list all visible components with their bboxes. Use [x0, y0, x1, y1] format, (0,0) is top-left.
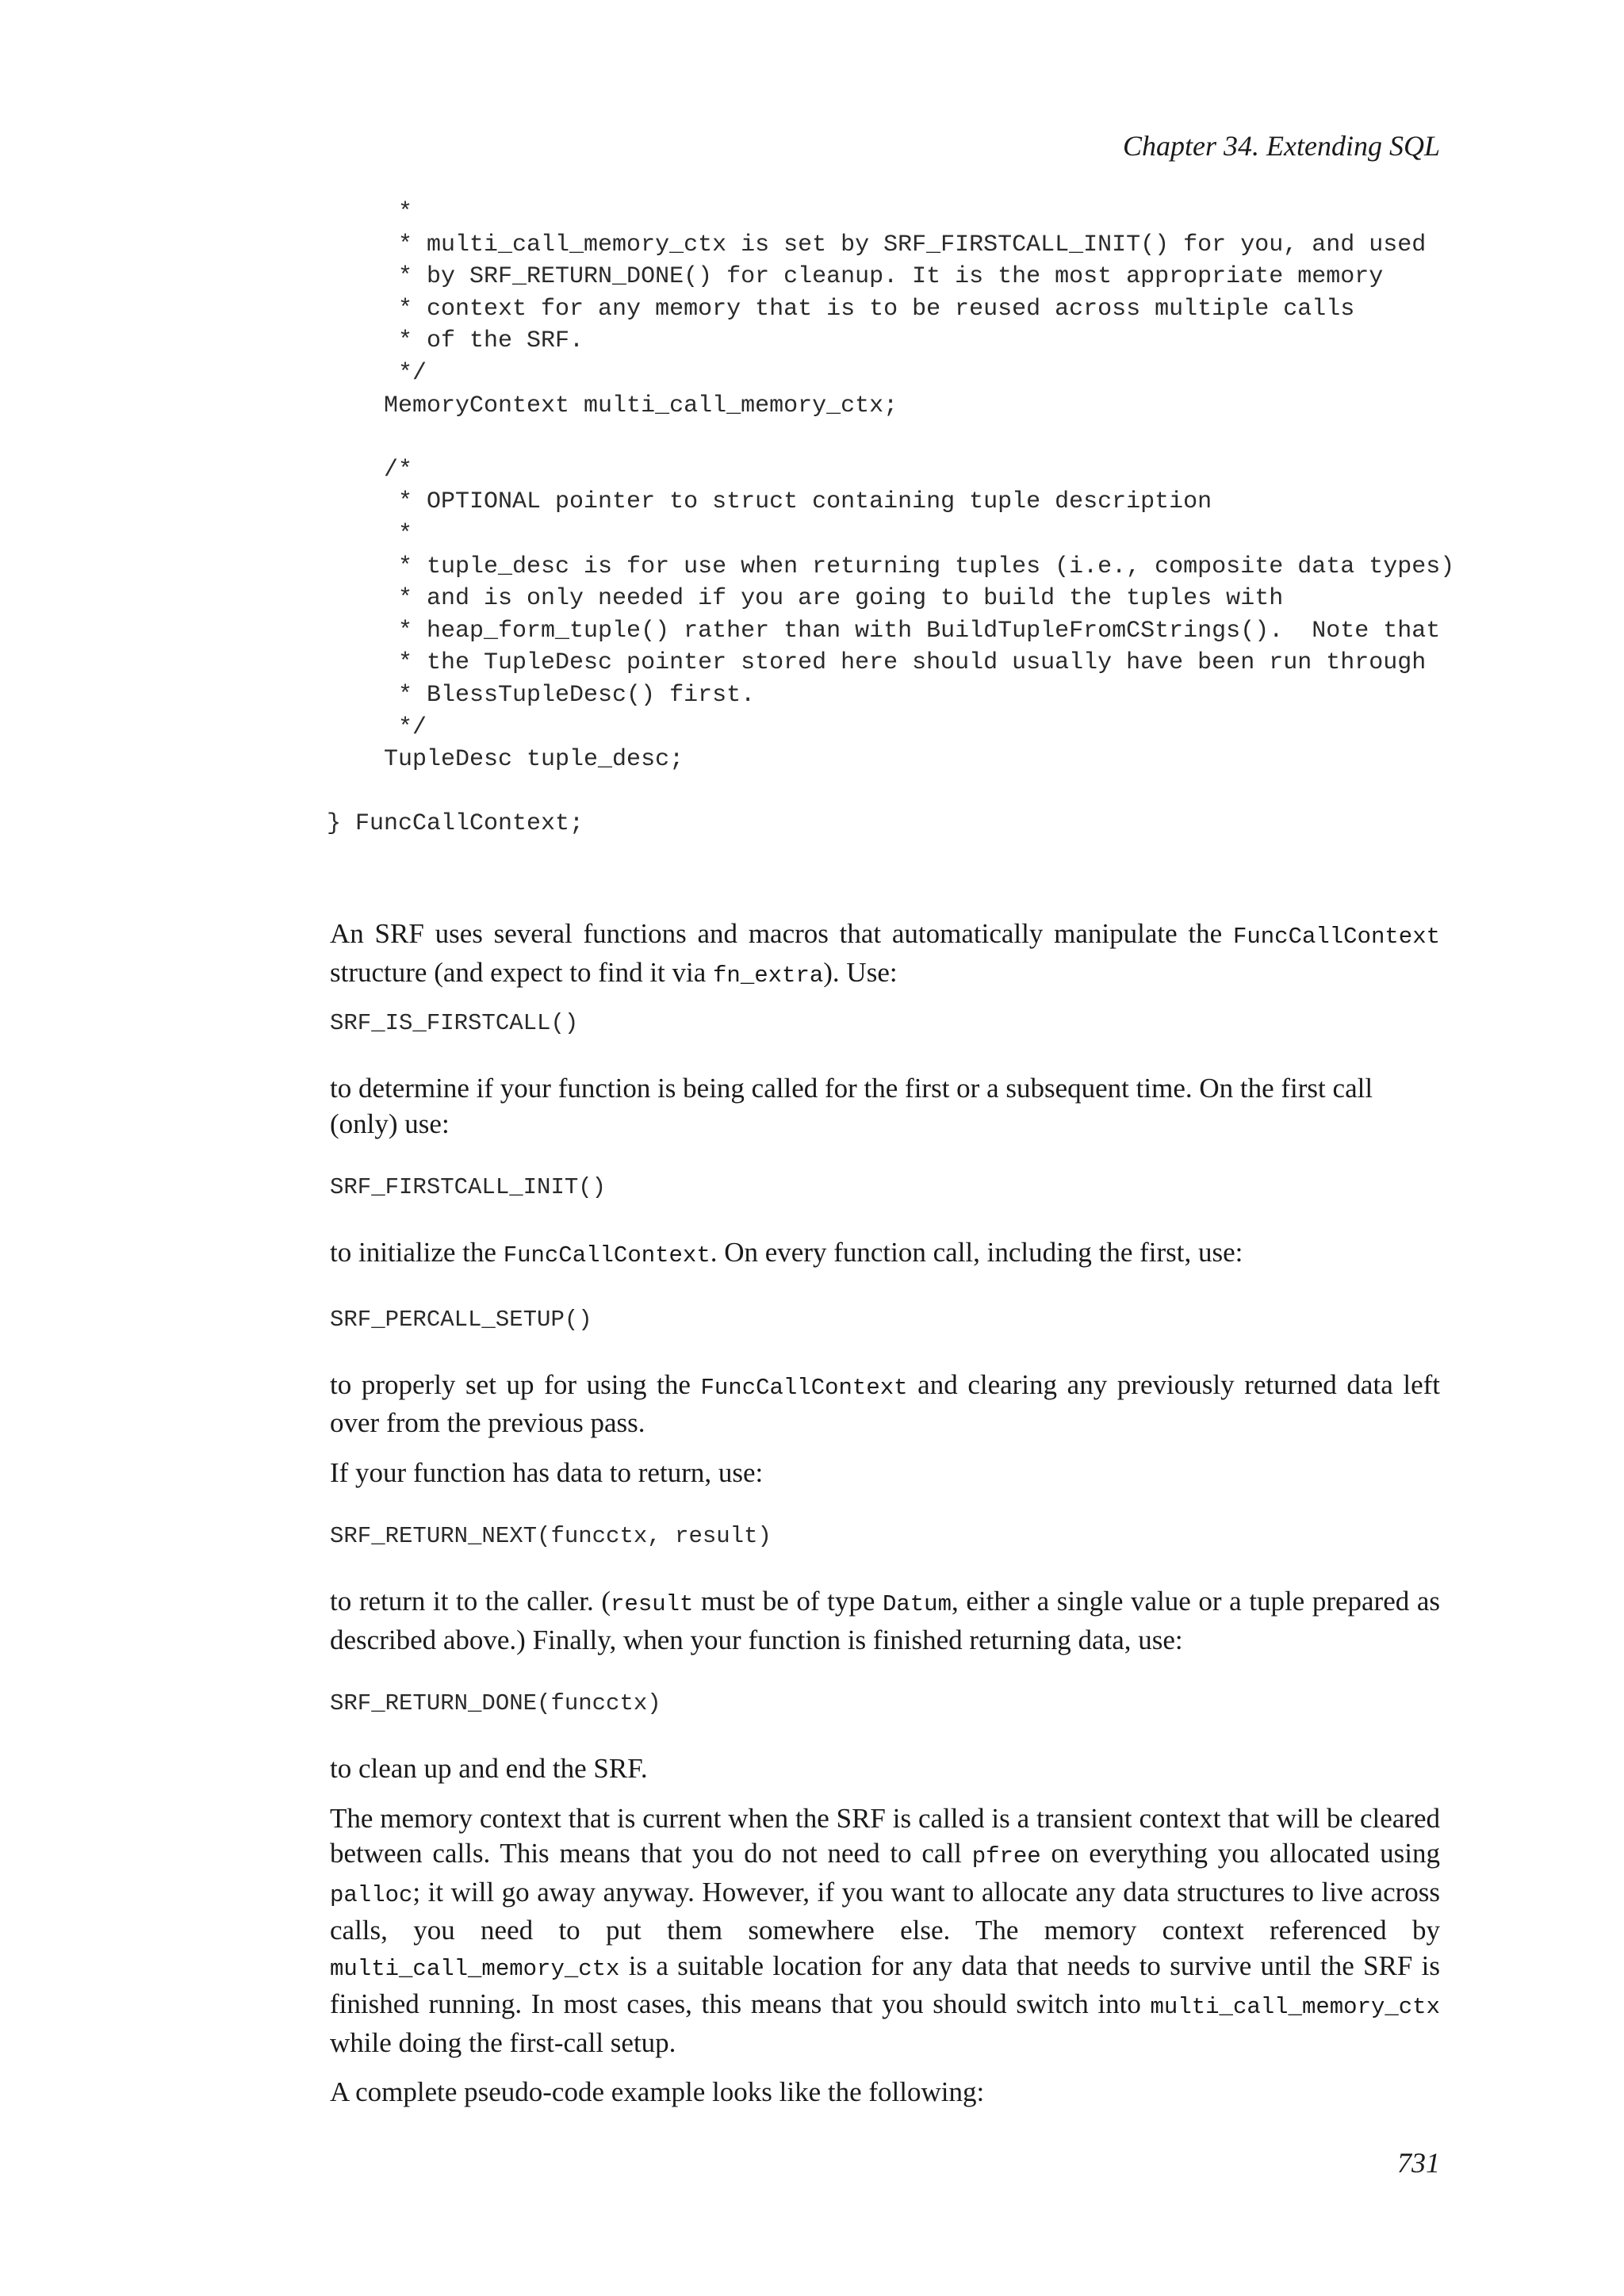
inline-code: FuncCallContext: [503, 1242, 710, 1269]
code-line: *: [327, 199, 413, 226]
paragraph-intro: An SRF uses several functions and macros that automatically manipulate the FuncCallContext structure (and expect to find it via fn_extra). Use:: [330, 918, 1440, 989]
code-line: /*: [327, 456, 413, 484]
inline-code: FuncCallContext: [1232, 924, 1440, 950]
paragraph-setup: to properly set up for using the FuncCallContext and clearing any previously returned data left over from the previous pass.: [330, 1368, 1440, 1438]
paragraph-example-intro: A complete pseudo-code example looks like the following:: [330, 2076, 985, 2107]
code-line: * context for any memory that is to be reused across multiple calls: [327, 295, 1355, 323]
code-line: } FuncCallContext;: [327, 810, 584, 838]
code-srf-firstcall-init: SRF_FIRSTCALL_INIT(): [330, 1174, 607, 1200]
paragraph-return-caller: to return it to the caller. (result must be of type Datum, either a single value or a tuple prepared as described above.) Finally, when your function is finished returning data, use:: [330, 1586, 1440, 1655]
code-srf-is-firstcall: SRF_IS_FIRSTCALL(): [330, 1010, 579, 1036]
inline-code: palloc: [330, 1881, 413, 1908]
inline-code: multi_call_memory_ctx: [330, 1955, 620, 1982]
inline-code: pfree: [971, 1843, 1041, 1869]
code-line: * tuple_desc is for use when returning tuples (i.e., composite data types): [327, 553, 1455, 580]
inline-code: result: [611, 1591, 694, 1617]
code-line: *: [327, 520, 413, 548]
code-srf-percall-setup: SRF_PERCALL_SETUP(): [330, 1306, 592, 1333]
inline-code: multi_call_memory_ctx: [1150, 1994, 1440, 2020]
paragraph-determine: to determine if your function is being called for the first or a subsequent time. On the first call (only) use:: [330, 1073, 1373, 1139]
code-line: * of the SRF.: [327, 327, 584, 355]
body-text: [330, 916, 1440, 2125]
code-line: TupleDesc tuple_desc;: [327, 746, 684, 774]
running-header: Chapter 34. Extending SQL: [1123, 130, 1440, 162]
page-number: 731: [1397, 2147, 1440, 2179]
code-line: * by SRF_RETURN_DONE() for cleanup. It is the most appropriate memory: [327, 263, 1384, 291]
code-line: * and is only needed if you are going to build the tuples with: [327, 585, 1284, 613]
paragraph-clean-up: to clean up and end the SRF.: [330, 1753, 648, 1784]
code-line: */: [327, 714, 427, 741]
code-line: * BlessTupleDesc() first.: [327, 681, 756, 709]
inline-code: fn_extra: [713, 962, 824, 989]
code-line: * heap_form_tuple() rather than with BuildTupleFromCStrings(). Note that: [327, 617, 1441, 645]
code-srf-return-next: SRF_RETURN_NEXT(funcctx, result): [330, 1523, 772, 1549]
inline-code: FuncCallContext: [700, 1374, 908, 1401]
code-line: * multi_call_memory_ctx is set by SRF_FIRSTCALL_INIT() for you, and used: [327, 231, 1427, 258]
paragraph-memory-context: The memory context that is current when the SRF is called is a transient context that will be cleared between calls. This means that you do not need to call pfree on everything you allocated using palloc; it will go away anyway. However, if you want to allocate any data structures to live across calls, you need to put them somewhere else. The memory context referenced by multi_call_memory_ctx is a suitable location for any data that needs to survive until the SRF is finished running. In most cases, this means that you should switch into multi_call_memory_ctx while doing the first-call setup.: [330, 1802, 1440, 2058]
code-listing: [327, 197, 1516, 840]
code-line: */: [327, 359, 427, 387]
paragraph-initialize: to initialize the FuncCallContext. On every function call, including the first, use:: [330, 1237, 1243, 1269]
code-line: * OPTIONAL pointer to struct containing tuple description: [327, 488, 1212, 516]
code-line: * the TupleDesc pointer stored here should usually have been run through: [327, 649, 1427, 677]
code-srf-return-done: SRF_RETURN_DONE(funcctx): [330, 1690, 661, 1716]
paragraph-data-to-return: If your function has data to return, use:: [330, 1456, 764, 1488]
inline-code: Datum: [882, 1591, 952, 1617]
code-line: MemoryContext multi_call_memory_ctx;: [327, 392, 898, 419]
